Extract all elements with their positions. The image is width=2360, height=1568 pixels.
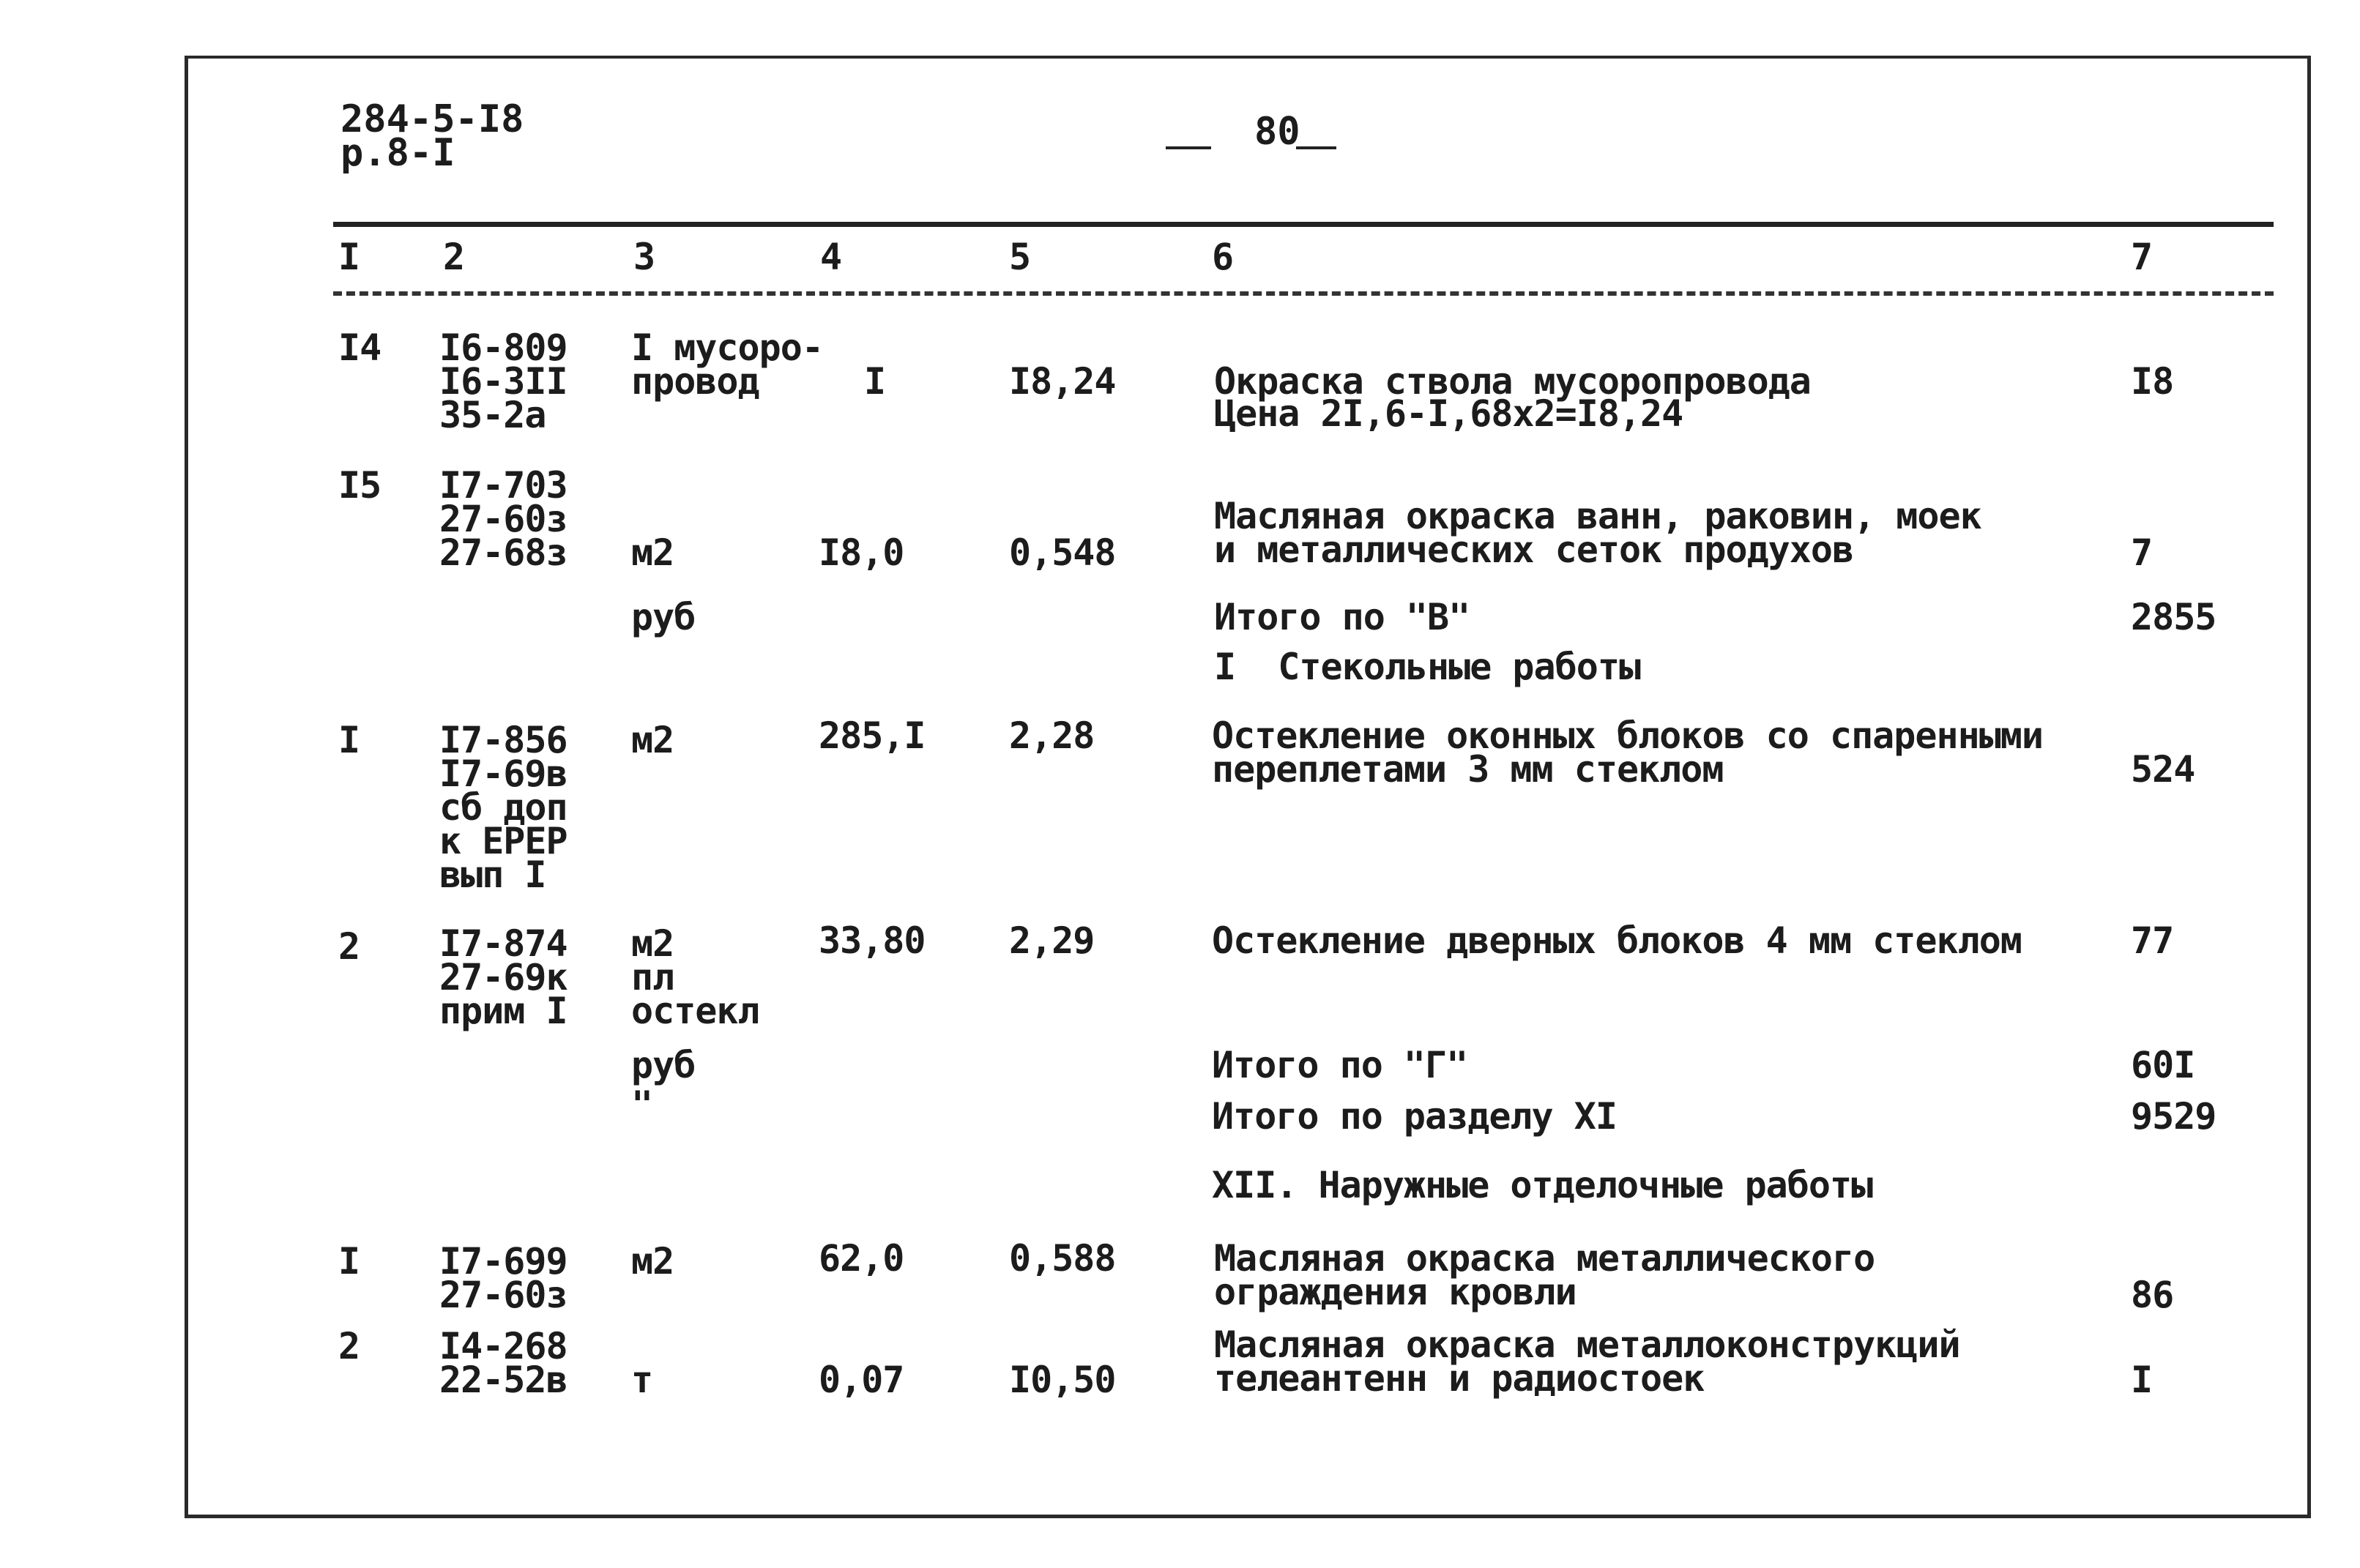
rate-code: I7-69в — [439, 753, 567, 795]
quantity: 285,I — [819, 714, 926, 757]
rate-code: 27-60з — [439, 1274, 567, 1316]
cost: I8 — [2131, 360, 2174, 403]
row-number: 2 — [338, 1325, 360, 1367]
unit-price: I0,50 — [1009, 1359, 1116, 1401]
unit: т — [631, 1359, 653, 1401]
rate-code: прим I — [439, 990, 567, 1032]
unit: остекл — [631, 990, 759, 1032]
quantity: 0,07 — [819, 1359, 904, 1401]
unit-price: 2,28 — [1009, 714, 1095, 757]
col-header-5: 5 — [1009, 236, 1031, 278]
cost: 524 — [2131, 748, 2195, 791]
cost: 7 — [2131, 531, 2153, 574]
subtotal-label: Итого по "Г" — [1212, 1044, 1468, 1086]
col-header-2: 2 — [443, 236, 465, 278]
subtotal-value: 60I — [2131, 1044, 2195, 1086]
section-total-value: 9529 — [2131, 1095, 2216, 1138]
page-number: 80 — [1254, 110, 1300, 154]
work-description: Остекление оконных блоков со спаренными — [1212, 714, 2043, 757]
section-code: р.8-I — [340, 131, 455, 175]
work-description: Окраска ствола мусоропровода — [1214, 360, 1811, 403]
rate-code: I7-703 — [439, 464, 567, 507]
row-number: I — [338, 1240, 360, 1283]
page-number-dash-right — [1296, 146, 1336, 149]
work-description: Остекление дверных блоков 4 мм стеклом — [1212, 919, 2022, 962]
subtotal-value: 2855 — [2131, 596, 2216, 638]
rate-code: I7-699 — [439, 1240, 567, 1283]
unit-price: 0,548 — [1009, 531, 1116, 574]
doc-code: 284-5-I8 — [340, 97, 524, 141]
rate-code: 27-68з — [439, 531, 567, 574]
section-total-label: Итого по разделу XI — [1212, 1095, 1617, 1138]
unit-price: 2,29 — [1009, 919, 1095, 962]
rate-code: к ЕРЕР — [439, 820, 567, 862]
rate-code: I7-874 — [439, 922, 567, 965]
section-heading: XII. Наружные отделочные работы — [1212, 1164, 1873, 1206]
subtotal-label: Итого по "В" — [1214, 596, 1470, 638]
page-number-dash-left — [1166, 146, 1211, 149]
rate-code: 22-52в — [439, 1359, 567, 1401]
work-description: Масляная окраска металлоконструкций — [1214, 1324, 1960, 1366]
rate-code: 35-2а — [439, 394, 546, 436]
quantity: I — [864, 360, 886, 403]
row-number: I5 — [338, 464, 381, 507]
unit-ditto: " — [631, 1083, 653, 1126]
work-description: телеантенн и радиостоек — [1214, 1357, 1705, 1400]
quantity: 33,80 — [819, 919, 926, 962]
cost: I — [2131, 1359, 2153, 1401]
unit-price: 0,588 — [1009, 1237, 1116, 1280]
rate-code: сб доп — [439, 786, 567, 829]
work-description: Масляная окраска ванн, раковин, моек — [1214, 495, 1981, 537]
rate-code: I7-856 — [439, 719, 567, 761]
row-number: I — [338, 719, 360, 761]
unit: I мусоро- — [631, 326, 823, 369]
work-description: Масляная окраска металлического — [1214, 1237, 1875, 1280]
unit: руб — [631, 596, 696, 638]
cost: 86 — [2131, 1274, 2174, 1316]
unit: м2 — [631, 922, 674, 965]
section-heading: I Стекольные работы — [1214, 646, 1641, 688]
rate-code: I6-809 — [439, 326, 567, 369]
unit: м2 — [631, 531, 674, 574]
rate-code: вып I — [439, 854, 546, 896]
unit: провод — [631, 360, 759, 403]
work-description: Цена 2I,6-I,68х2=I8,24 — [1214, 392, 1683, 435]
unit-price: I8,24 — [1009, 360, 1116, 403]
unit: пл — [631, 956, 674, 998]
quantity: I8,0 — [819, 531, 904, 574]
header-dashed-rule — [333, 291, 2274, 296]
work-description: и металлических сеток продухов — [1214, 529, 1854, 571]
col-header-1: I — [338, 236, 360, 278]
rate-code: I4-268 — [439, 1325, 567, 1367]
table-top-rule — [333, 222, 2274, 227]
unit: м2 — [631, 1240, 674, 1283]
rate-code: 27-60з — [439, 498, 567, 540]
rate-code: 27-69к — [439, 956, 567, 998]
rate-code: I6-3II — [439, 360, 567, 403]
row-number: I4 — [338, 326, 381, 369]
row-number: 2 — [338, 925, 360, 968]
cost: 77 — [2131, 919, 2174, 962]
col-header-3: 3 — [633, 236, 655, 278]
col-header-6: 6 — [1212, 236, 1234, 278]
col-header-7: 7 — [2131, 236, 2153, 278]
unit: м2 — [631, 719, 674, 761]
col-header-4: 4 — [820, 236, 842, 278]
quantity: 62,0 — [819, 1237, 904, 1280]
unit: руб — [631, 1044, 696, 1086]
work-description: ограждения кровли — [1214, 1271, 1577, 1313]
work-description: переплетами 3 мм стеклом — [1212, 748, 1724, 791]
